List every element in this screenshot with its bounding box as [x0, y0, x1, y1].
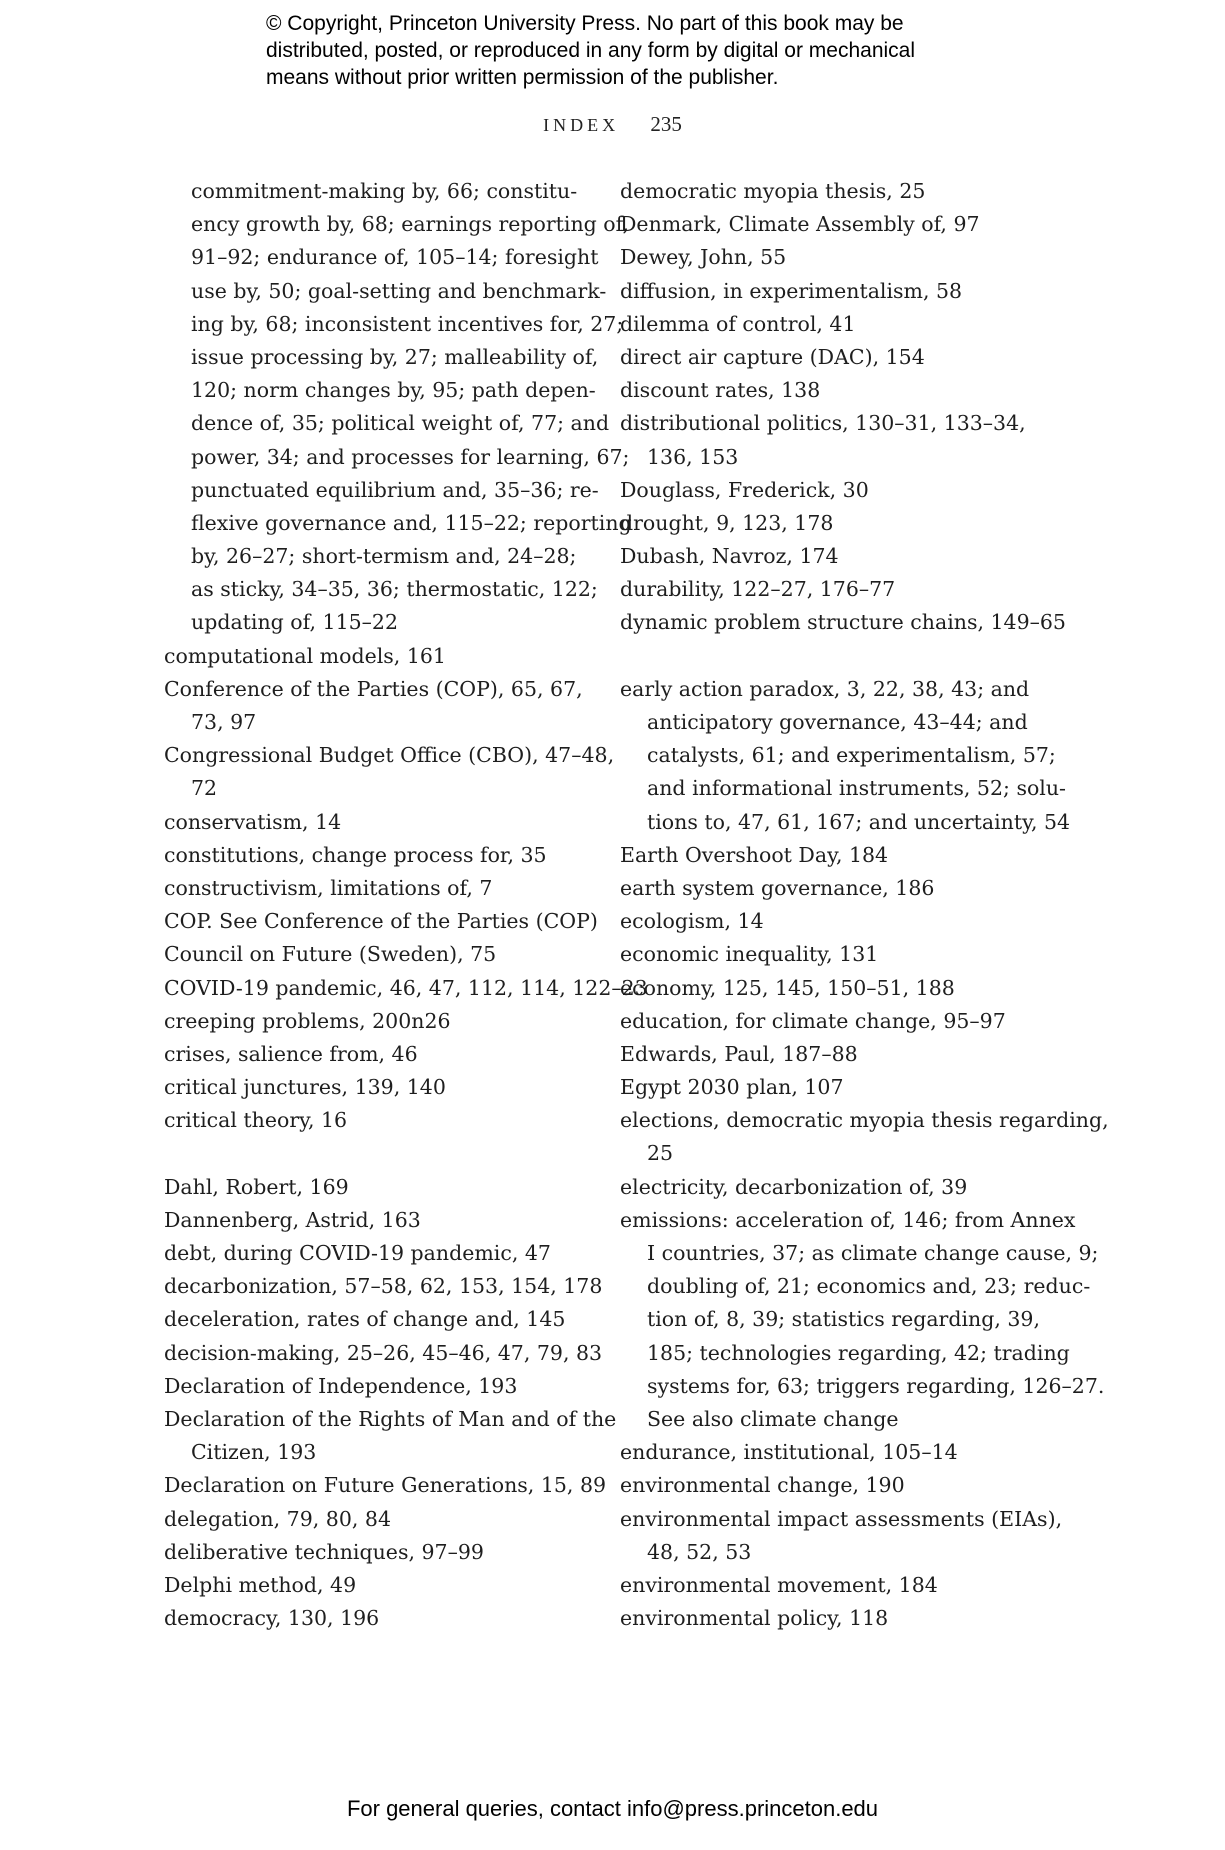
index-entry: debt, during COVID-19 pandemic, 47 [164, 1241, 551, 1265]
index-entry-continuation: updating of, 115–22 [191, 610, 399, 635]
index-entry: deliberative techniques, 97–99 [164, 1539, 484, 1564]
index-entry: Dewey, John, 55 [620, 245, 787, 270]
index-entry: Council on Future (Sweden), 75 [164, 942, 497, 967]
index-entry: decision-making, 25–26, 45–46, 47, 79, 83 [164, 1340, 603, 1365]
page-number: 235 [650, 112, 682, 136]
index-entry-continuation: 120; norm changes by, 95; path depen- [191, 378, 596, 403]
index-entry: Edwards, Paul, 187–88 [620, 1041, 858, 1066]
index-entry: durability, 122–27, 176–77 [620, 577, 896, 602]
index-entry-continuation: catalysts, 61; and experimentalism, 57; [647, 743, 1056, 768]
index-entry: distributional politics, 130–31, 133–34, [620, 411, 1026, 436]
index-entry-continuation: 185; technologies regarding, 42; trading [647, 1340, 1070, 1365]
index-entry: democratic myopia thesis, 25 [620, 179, 926, 203]
section-gap [620, 640, 1040, 673]
index-entry-continuation: 72 [191, 776, 218, 801]
index-entry-continuation: tion of, 8, 39; statistics regarding, 39, [647, 1307, 1040, 1332]
copyright-notice [266, 10, 1006, 91]
index-entry-continuation: commitment-making by, 66; constitu- [191, 179, 578, 203]
index-entry-continuation: 91–92; endurance of, 105–14; foresight [191, 245, 599, 270]
index-entry-continuation: 48, 52, 53 [647, 1539, 752, 1564]
index-entry-continuation: 25 [647, 1141, 674, 1166]
index-entry: drought, 9, 123, 178 [620, 510, 834, 535]
index-entry: environmental movement, 184 [620, 1572, 938, 1597]
index-entry: earth system governance, 186 [620, 875, 935, 900]
index-entry-continuation: issue processing by, 27; malleability of, [191, 344, 599, 369]
index-entry: crises, salience from, 46 [164, 1041, 418, 1066]
index-entry-continuation: I countries, 37; as climate change cause, 9; [647, 1241, 1099, 1265]
index-column-right [620, 175, 1109, 1635]
index-entry: environmental policy, 118 [620, 1606, 889, 1631]
index-entry: Declaration of Independence, 193 [164, 1373, 518, 1398]
running-head [0, 110, 1225, 139]
index-entry: Conference of the Parties (COP), 65, 67, [164, 676, 583, 701]
index-entry-continuation: as sticky, 34–35, 36; thermostatic, 122; [191, 577, 598, 602]
index-entry: COVID-19 pandemic, 46, 47, 112, 114, 122–23 [164, 975, 648, 1000]
index-entry: environmental change, 190 [620, 1473, 905, 1498]
index-entry-continuation: flexive governance and, 115–22; reporting [191, 510, 632, 535]
index-entry-continuation: 73, 97 [191, 710, 257, 734]
index-entry: democracy, 130, 196 [164, 1606, 380, 1631]
index-entry-continuation: and informational instruments, 52; solu- [647, 776, 1066, 801]
footer-contact: For general queries, contact info@press.princeton.edu [346, 1796, 879, 1821]
index-entry: computational models, 161 [164, 643, 446, 668]
index-entry: constructivism, limitations of, 7 [164, 875, 493, 900]
index-entry: Dubash, Navroz, 174 [620, 544, 839, 569]
index-entry-continuation: ency growth by, 68; earnings reporting of, [191, 212, 630, 237]
index-entry-continuation: doubling of, 21; economics and, 23; reduc- [647, 1274, 1091, 1299]
index-entry-continuation: anticipatory governance, 43–44; and [647, 710, 1028, 734]
index-entry: Dannenberg, Astrid, 163 [164, 1207, 421, 1232]
index-entry: education, for climate change, 95–97 [620, 1008, 1006, 1033]
index-entry: Congressional Budget Office (CBO), 47–48, [164, 743, 615, 768]
index-entry-continuation: Citizen, 193 [191, 1440, 317, 1465]
section-gap [164, 1137, 584, 1170]
index-entry-continuation: ing by, 68; inconsistent incentives for, 27; [191, 311, 624, 336]
index-entry: critical theory, 16 [164, 1108, 348, 1133]
index-entry: electricity, decarbonization of, 39 [620, 1174, 968, 1199]
index-entry: dilemma of control, 41 [620, 311, 856, 336]
index-entry-continuation: use by, 50; goal-setting and benchmark- [191, 278, 607, 303]
index-entry: direct air capture (DAC), 154 [620, 344, 925, 369]
running-head-label: INDEX [543, 115, 620, 135]
index-entry: conservatism, 14 [164, 809, 342, 834]
index-entry-continuation: punctuated equilibrium and, 35–36; re- [191, 477, 599, 502]
index-entry: constitutions, change process for, 35 [164, 842, 547, 867]
index-entry: economic inequality, 131 [620, 942, 879, 967]
index-entry-continuation: tions to, 47, 61, 167; and uncertainty, 54 [647, 809, 1071, 834]
copyright-line: distributed, posted, or reproduced in any form by digital or mechanical [266, 39, 916, 62]
index-entry-continuation: by, 26–27; short-termism and, 24–28; [191, 544, 577, 569]
index-entry: deceleration, rates of change and, 145 [164, 1307, 566, 1332]
index-entry: Douglass, Frederick, 30 [620, 477, 869, 502]
index-entry-continuation: See also climate change [647, 1406, 899, 1431]
index-entry: diffusion, in experimentalism, 58 [620, 278, 963, 303]
index-entry: discount rates, 138 [620, 378, 821, 403]
copyright-line: means without prior written permission of the publisher. [266, 66, 779, 89]
index-entry-continuation: power, 34; and processes for learning, 67; [191, 444, 630, 469]
index-entry: elections, democratic myopia thesis regarding, [620, 1108, 1109, 1133]
index-entry: emissions: acceleration of, 146; from Annex [620, 1207, 1076, 1232]
index-entry-continuation: 136, 153 [647, 444, 739, 469]
index-entry: critical junctures, 139, 140 [164, 1075, 446, 1100]
index-entry: Declaration of the Rights of Man and of the [164, 1406, 617, 1431]
index-entry-continuation: systems for, 63; triggers regarding, 126–27. [647, 1373, 1105, 1398]
index-entry: Earth Overshoot Day, 184 [620, 842, 889, 867]
index-column-left [164, 175, 648, 1635]
index-entry: economy, 125, 145, 150–51, 188 [620, 975, 955, 1000]
index-entry: decarbonization, 57–58, 62, 153, 154, 178 [164, 1274, 603, 1299]
index-entry: Dahl, Robert, 169 [164, 1174, 349, 1199]
index-entry: Egypt 2030 plan, 107 [620, 1075, 844, 1100]
index-entry: environmental impact assessments (EIAs), [620, 1506, 1063, 1531]
index-entry: Denmark, Climate Assembly of, 97 [620, 212, 980, 237]
index-entry: dynamic problem structure chains, 149–65 [620, 610, 1066, 635]
index-entry: ecologism, 14 [620, 909, 764, 934]
index-entry: Delphi method, 49 [164, 1572, 357, 1597]
index-entry: creeping problems, 200n26 [164, 1008, 451, 1033]
index-entry: COP. See Conference of the Parties (COP) [164, 909, 598, 934]
index-entry: Declaration on Future Generations, 15, 89 [164, 1473, 607, 1498]
index-entry: delegation, 79, 80, 84 [164, 1506, 391, 1531]
index-entry: early action paradox, 3, 22, 38, 43; and [620, 676, 1030, 701]
copyright-line: © Copyright, Princeton University Press. No part of this book may be [266, 12, 904, 35]
index-entry: endurance, institutional, 105–14 [620, 1440, 958, 1465]
index-entry-continuation: dence of, 35; political weight of, 77; and [191, 411, 610, 436]
